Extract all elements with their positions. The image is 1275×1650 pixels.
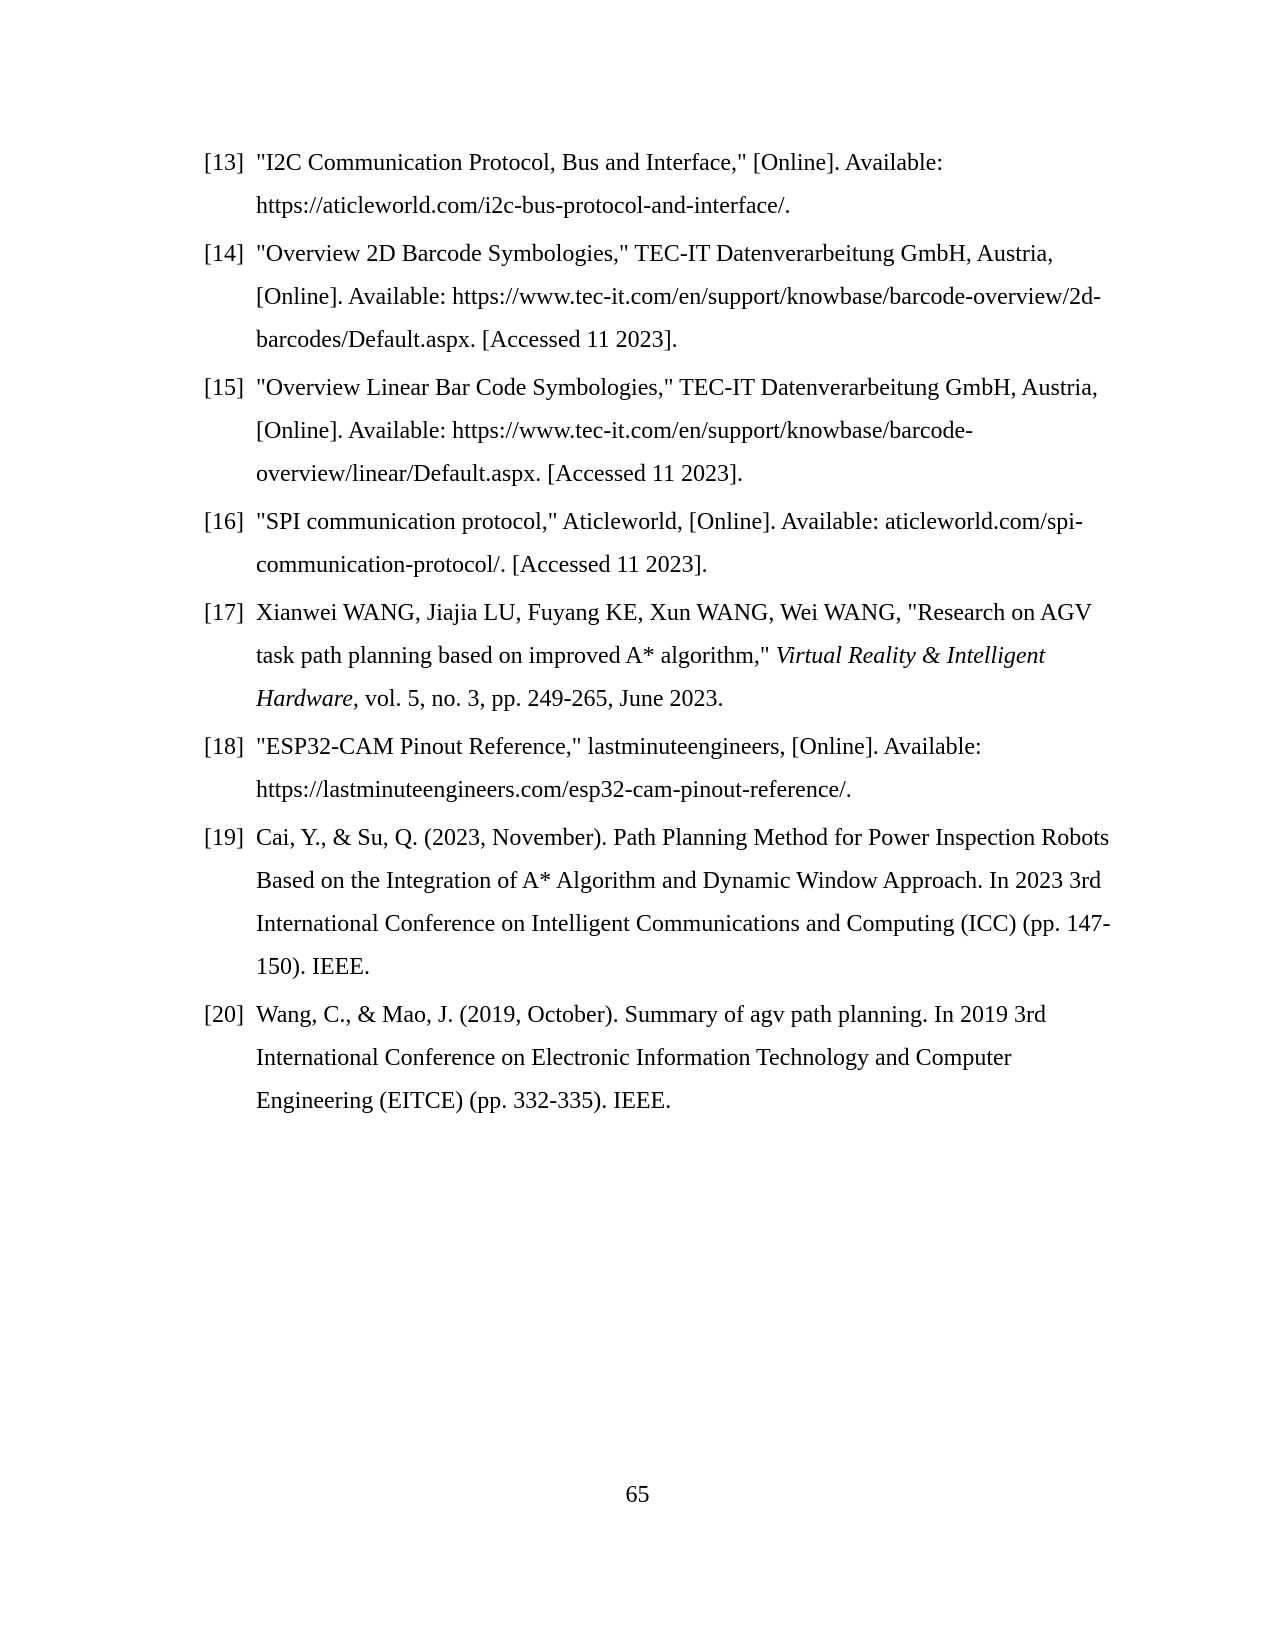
reference-text: "I2C Communication Protocol, Bus and Interface," [Online]. Available: https://aticleworld.com/i2c-bus-protocol-and-interface/. — [256, 150, 943, 219]
reference-text: Wang, C., & Mao, J. (2019, October). Summary of agv path planning. In 2019 3rd International Conference on Electronic Information Technology and Computer Engineering (EITCE) (pp. 332-335). IEEE. — [256, 1002, 1046, 1114]
reference-number: [19] — [204, 825, 244, 851]
journal-name: Virtual Reality & Intelligent Hardware, — [256, 643, 1046, 712]
reference-19 — [204, 817, 1124, 989]
reference-text: "Overview Linear Bar Code Symbologies," TEC-IT Datenverarbeitung GmbH, Austria, [Online]. Available: https://www.tec-it.com/en/support/knowbase/barcode-overview/linear/Default.aspx. [Accessed 11 2023]. — [256, 375, 1098, 487]
reference-number: [15] — [204, 375, 244, 401]
reference-text — [256, 592, 1124, 721]
reference-number: [18] — [204, 734, 244, 760]
reference-text: Cai, Y., & Su, Q. (2023, November). Path Planning Method for Power Inspection Robots Based on the Integration of A* Algorithm and Dynamic Window Approach. In 2023 3rd International Conference on Intelligent Communications and Computing (ICC) (pp. 147-150). IEEE. — [256, 825, 1111, 980]
reference-14 — [204, 233, 1124, 362]
reference-number: [16] — [204, 509, 244, 535]
reference-17 — [204, 592, 1124, 721]
reference-16 — [204, 501, 1124, 587]
reference-number: [17] — [204, 600, 244, 626]
reference-text: "Overview 2D Barcode Symbologies," TEC-IT Datenverarbeitung GmbH, Austria, [Online]. Available: https://www.tec-it.com/en/support/knowbase/barcode-overview/2d-barcodes/Default.aspx. [Accessed 11 2023]. — [256, 241, 1102, 353]
reference-authors-title: Xianwei WANG, Jiajia LU, Fuyang KE, Xun WANG, Wei WANG, "Research on AGV task path planning based on improved A* algorithm," — [256, 600, 1092, 669]
reference-number: [20] — [204, 1002, 244, 1028]
reference-15 — [204, 367, 1124, 496]
reference-number: [13] — [204, 150, 244, 176]
reference-18 — [204, 726, 1124, 812]
reference-list — [204, 142, 1124, 1128]
reference-number: [14] — [204, 241, 244, 267]
reference-text: "SPI communication protocol," Aticleworld, [Online]. Available: aticleworld.com/spi-communication-protocol/. [Accessed 11 2023]. — [256, 509, 1083, 578]
reference-text: "ESP32-CAM Pinout Reference," lastminuteengineers, [Online]. Available: https://lastminuteengineers.com/esp32-cam-pinout-reference/. — [256, 734, 982, 803]
page-number: 65 — [625, 1482, 650, 1508]
reference-20 — [204, 994, 1124, 1123]
reference-details: vol. 5, no. 3, pp. 249-265, June 2023. — [358, 686, 724, 712]
reference-13 — [204, 142, 1124, 228]
